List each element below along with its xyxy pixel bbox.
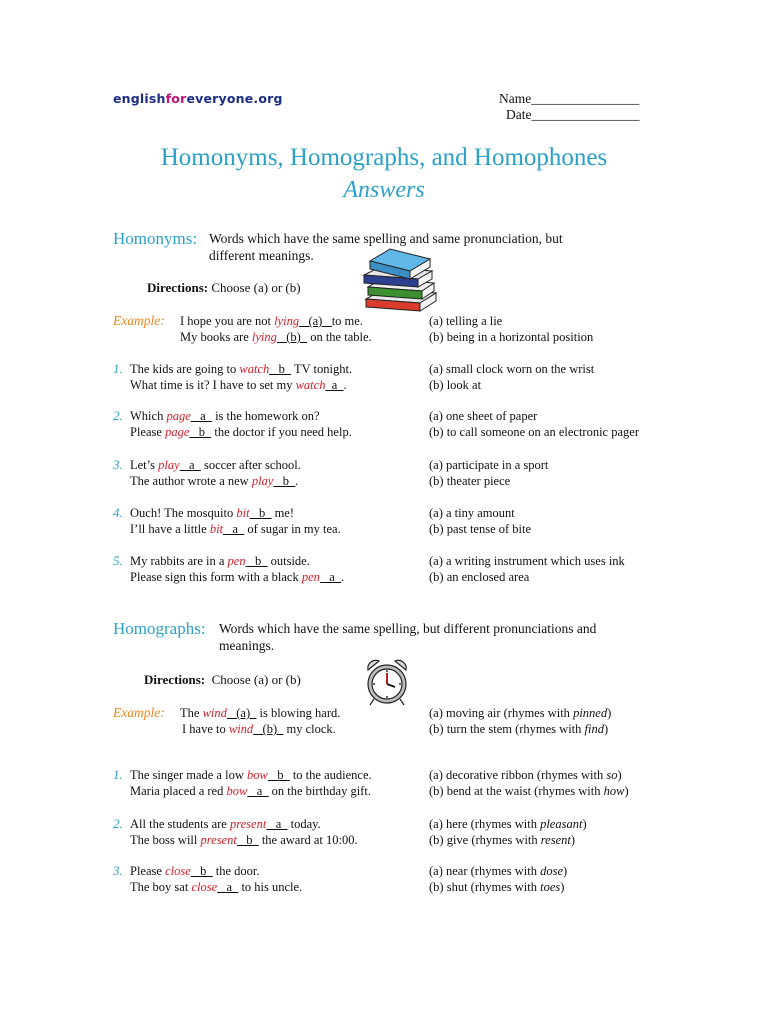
- directions-text: Choose (a) or (b): [211, 280, 301, 295]
- text: the award at 10:00.: [258, 833, 358, 847]
- directions-text: Choose (a) or (b): [211, 672, 301, 687]
- page-subtitle: Answers: [343, 177, 425, 203]
- item-number: 5.: [113, 553, 123, 568]
- item-sentence-1: [130, 505, 294, 521]
- target-word: pen: [227, 554, 246, 568]
- text: to me.: [331, 314, 363, 328]
- target-word: present: [229, 817, 267, 831]
- homonyms-definition-line2: different meanings.: [209, 248, 314, 263]
- text: Please sign this form with a black: [130, 570, 302, 584]
- text: Which: [130, 409, 167, 423]
- logo-for: for: [165, 91, 187, 106]
- text: to the audience.: [289, 768, 372, 782]
- homographs-definition-line2: meanings.: [219, 638, 275, 653]
- item-number: 1.: [113, 767, 123, 782]
- text: (b) bend at the waist (rhymes with: [429, 784, 604, 798]
- item-option-a: [429, 767, 622, 783]
- answer-blank: _b_: [269, 362, 292, 376]
- text: (b) turn the stem (rhymes with: [429, 722, 585, 736]
- text: ): [563, 864, 568, 878]
- answer-blank: _b_: [273, 474, 296, 488]
- answer-blank: _a_: [223, 522, 245, 536]
- text: .: [295, 474, 299, 488]
- text: of sugar in my tea.: [244, 522, 341, 536]
- text: is the homework on?: [211, 409, 320, 423]
- target-word: watch: [295, 378, 326, 392]
- target-word: wind: [228, 722, 254, 736]
- item-option-a: [429, 863, 567, 879]
- target-word: pen: [301, 570, 320, 584]
- homographs-directions: [144, 672, 301, 688]
- text: My books are: [180, 330, 252, 344]
- text: TV tonight.: [291, 362, 353, 376]
- target-word: close: [191, 880, 218, 894]
- text: The: [180, 706, 203, 720]
- item-option-b: [429, 783, 629, 799]
- homographs-heading: Homographs:: [113, 619, 206, 638]
- item-option-b: [429, 832, 575, 848]
- homonyms-definition-line1: Words which have the same spelling and same pronunciation, but: [209, 231, 563, 246]
- text: The author wrote a new: [130, 474, 252, 488]
- logo-everyone: everyone.org: [186, 91, 283, 106]
- target-word: watch: [239, 362, 270, 376]
- target-word: bow: [226, 784, 248, 798]
- text: ): [607, 706, 612, 720]
- homonyms-directions: [147, 280, 301, 296]
- item-option-a: (a) a writing instrument which uses ink: [429, 554, 625, 568]
- rhyme-word: pinned: [573, 706, 608, 720]
- item-option-a: (a) participate in a sport: [429, 458, 549, 472]
- answer-blank: _a_: [179, 458, 201, 472]
- page-title: Homonyms, Homographs, and Homophones: [160, 144, 608, 171]
- item-sentence-2: [130, 521, 341, 537]
- item-option-b: (b) look at: [429, 378, 482, 392]
- text: (a) near (rhymes with: [429, 864, 541, 878]
- item-sentence-2: [130, 879, 302, 895]
- text: ): [560, 880, 565, 894]
- target-word: page: [166, 409, 191, 423]
- answer-blank: _b_: [189, 425, 212, 439]
- text: is blowing hard.: [256, 706, 341, 720]
- text: My rabbits are in a: [130, 554, 228, 568]
- text: Let’s: [130, 458, 159, 472]
- text: the doctor if you need help.: [211, 425, 352, 439]
- homographs-example-option-b: [429, 721, 608, 737]
- name-field: Name________________: [499, 91, 640, 106]
- text: outside.: [267, 554, 310, 568]
- text: The kids are going to: [130, 362, 240, 376]
- homonyms-heading: Homonyms:: [113, 229, 198, 248]
- answer-blank: _b_: [249, 506, 272, 520]
- item-number: 1.: [113, 361, 123, 376]
- target-word: bow: [246, 768, 268, 782]
- item-sentence-1: [130, 457, 301, 473]
- text: my clock.: [283, 722, 336, 736]
- logo-english: english: [113, 91, 166, 106]
- text: on the table.: [307, 330, 372, 344]
- item-number: 2.: [113, 816, 123, 831]
- answer-blank: _(a)_: [226, 706, 257, 720]
- answer-blank: _b_: [190, 864, 213, 878]
- rhyme-word: how: [603, 784, 625, 798]
- answer-blank: _(a)_: [299, 314, 332, 328]
- item-option-a: (a) one sheet of paper: [429, 409, 538, 423]
- item-number: 4.: [113, 505, 123, 520]
- text: Maria placed a red: [130, 784, 227, 798]
- text: ): [603, 722, 609, 736]
- rhyme-word: pleasant: [540, 817, 583, 831]
- answer-blank: _a_: [319, 570, 342, 584]
- target-word: play: [158, 458, 180, 472]
- answer-blank: _b_: [236, 833, 259, 847]
- item-sentence-2: [130, 783, 371, 799]
- item-option-a: [429, 816, 587, 832]
- text: ): [582, 817, 587, 831]
- text: (b) shut (rhymes with: [429, 880, 541, 894]
- item-sentence-1: [130, 767, 372, 783]
- item-option-b: (b) past tense of bite: [429, 522, 532, 536]
- target-word: lying: [274, 314, 300, 328]
- text: soccer after school.: [200, 458, 301, 472]
- answer-blank: _b_: [267, 768, 290, 782]
- item-sentence-1: [130, 863, 260, 879]
- rhyme-word: find: [584, 722, 604, 736]
- item-option-b: [429, 879, 564, 895]
- item-sentence-1: [130, 553, 310, 569]
- item-number: 2.: [113, 408, 123, 423]
- target-word: lying: [251, 330, 277, 344]
- text: What time is it? I have to set my: [130, 378, 296, 392]
- item-sentence-2: [130, 832, 358, 848]
- answer-blank: _a_: [190, 409, 212, 423]
- directions-label: Directions:: [144, 672, 206, 687]
- books-icon: [360, 247, 442, 317]
- text: the door.: [212, 864, 260, 878]
- rhyme-word: dose: [540, 864, 563, 878]
- text: I hope you are not: [180, 314, 275, 328]
- text: The boss will: [130, 833, 201, 847]
- text: (a) moving air (rhymes with: [429, 706, 574, 720]
- target-word: close: [165, 864, 191, 878]
- text: The boy sat: [130, 880, 192, 894]
- item-option-b: (b) to call someone on an electronic pager: [429, 425, 639, 439]
- text: on the birthday gift.: [268, 784, 371, 798]
- item-sentence-1: [130, 408, 320, 424]
- item-sentence-2: [130, 569, 344, 585]
- text: me!: [271, 506, 294, 520]
- text: All the students are: [130, 817, 230, 831]
- homonyms-example-option-a: (a) telling a lie: [429, 314, 503, 328]
- item-sentence-2: [130, 377, 347, 393]
- text: ): [617, 768, 622, 782]
- homonyms-example-line1: [180, 313, 363, 329]
- text: .: [341, 570, 345, 584]
- target-word: bit: [209, 522, 224, 536]
- text: Please: [130, 425, 166, 439]
- answer-blank: _a_: [266, 817, 288, 831]
- homographs-definition-line1: Words which have the same spelling, but different pronunciations and: [219, 621, 597, 636]
- item-number: 3.: [113, 863, 123, 878]
- target-word: bit: [236, 506, 250, 520]
- text: (b) give (rhymes with: [429, 833, 541, 847]
- directions-label: Directions:: [147, 280, 209, 295]
- homonyms-example-line2: [180, 329, 372, 345]
- answer-blank: _(b)_: [276, 330, 308, 344]
- homographs-example-line2: [182, 721, 336, 737]
- alarm-clock-icon: [363, 657, 411, 707]
- answer-blank: _b_: [245, 554, 268, 568]
- item-sentence-2: [130, 473, 298, 489]
- item-sentence-1: [130, 361, 352, 377]
- text: .: [343, 378, 347, 392]
- item-sentence-2: [130, 424, 352, 440]
- rhyme-word: resent: [540, 833, 571, 847]
- text: Please: [130, 864, 166, 878]
- item-option-b: (b) an enclosed area: [429, 570, 530, 584]
- item-sentence-1: [130, 816, 321, 832]
- answer-blank: _(b)_: [253, 722, 284, 736]
- item-option-a: (a) small clock worn on the wrist: [429, 362, 595, 376]
- text: to his uncle.: [238, 880, 303, 894]
- rhyme-word: so: [606, 768, 618, 782]
- text: today.: [287, 817, 321, 831]
- item-number: 3.: [113, 457, 123, 472]
- text: (a) here (rhymes with: [429, 817, 541, 831]
- text: Ouch! The mosquito: [130, 506, 237, 520]
- text: (a) decorative ribbon (rhymes with: [429, 768, 607, 782]
- answer-blank: _a_: [247, 784, 269, 798]
- text: ): [570, 833, 576, 847]
- item-option-b: (b) theater piece: [429, 474, 511, 488]
- homographs-example-line1: [180, 705, 340, 721]
- answer-blank: _a_: [325, 378, 344, 392]
- target-word: play: [251, 474, 274, 488]
- site-logo: [113, 91, 283, 106]
- target-word: present: [200, 833, 237, 847]
- answer-blank: _a_: [217, 880, 239, 894]
- rhyme-word: toes: [540, 880, 561, 894]
- homonyms-example-option-b: (b) being in a horizontal position: [429, 330, 594, 344]
- item-option-a: (a) a tiny amount: [429, 506, 515, 520]
- target-word: wind: [202, 706, 227, 720]
- text: I have to: [182, 722, 229, 736]
- text: The singer made a low: [130, 768, 247, 782]
- text: ): [624, 784, 629, 798]
- target-word: page: [165, 425, 190, 439]
- text: I’ll have a little: [130, 522, 210, 536]
- date-field: Date________________: [506, 107, 640, 122]
- homographs-example-label: Example:: [113, 705, 165, 720]
- homonyms-example-label: Example:: [113, 313, 165, 328]
- homographs-example-option-a: [429, 705, 611, 721]
